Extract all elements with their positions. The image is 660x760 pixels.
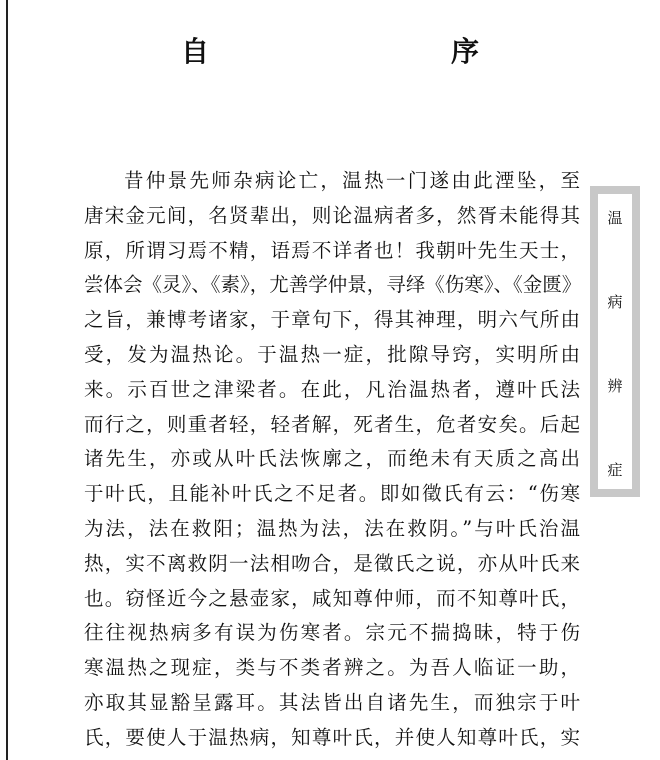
text-line: 来。示百世之津梁者。在此，凡治温热者，遵叶氏法 — [84, 377, 580, 401]
side-tab-panel — [598, 194, 632, 489]
text-line: 热，实不离救阴一法相吻合，是徵氏之说，亦从叶氏来 — [84, 551, 580, 575]
text-line: 唐宋金元间，名贤辈出，则论温病者多，然胥未能得其 — [84, 203, 580, 227]
text-line: 受，发为温热论。于温热一症，批隙导窍，实明所由 — [84, 342, 580, 366]
side-tab-char: 症 — [607, 461, 623, 479]
side-tab-char: 温 — [607, 209, 623, 227]
text-line: 昔仲景先师杂病论亡，温热一门遂由此湮坠，至 — [124, 169, 580, 192]
preface-body — [84, 164, 580, 756]
text-line: 于叶氏，且能补叶氏之不足者。即如徵氏有云：“伤寒 — [84, 482, 580, 506]
text-line: 也。窃怪近今之悬壶家，咸知尊仲师，而不知尊叶氏， — [84, 586, 580, 610]
text-line: 亦取其显豁呈露耳。其法皆出自诸先生，而独宗于叶 — [84, 690, 580, 714]
text-line: 诸先生，亦或从叶氏法恢廓之，而绝未有天质之高出 — [84, 447, 580, 471]
text-line: 尝体会《灵》、《素》，尤善学仲景，寻绎《伤寒》、《金匮》 — [84, 273, 582, 297]
text-line: 而行之，则重者轻，轻者解，死者生，危者安矣。后起 — [84, 412, 580, 436]
text-line: 之旨，兼博考诸家，于章句下，得其神理，明六气所由 — [84, 308, 580, 332]
text-line: 寒温热之现症，类与不类者辨之。为吾人临证一助， — [84, 656, 580, 680]
text-line: 氏，要使人于温热病，知尊叶氏，并使人知尊叶氏，实 — [84, 725, 580, 749]
text-line: 原，所谓习焉不精，语焉不详者也！我朝叶先生天士， — [84, 238, 580, 262]
side-tab-char: 病 — [607, 293, 623, 311]
page-left-rule — [6, 0, 8, 760]
text-line: 往往视热病多有误为伤寒者。宗元不揣捣昧，特于伤 — [84, 621, 580, 645]
side-tab-char: 辨 — [607, 377, 623, 395]
page-title: 自 序 — [180, 35, 541, 68]
book-title-side-tab — [590, 186, 640, 497]
text-line: 为法，法在救阳；温热为法，法在救阴。”与叶氏治温 — [84, 516, 580, 540]
